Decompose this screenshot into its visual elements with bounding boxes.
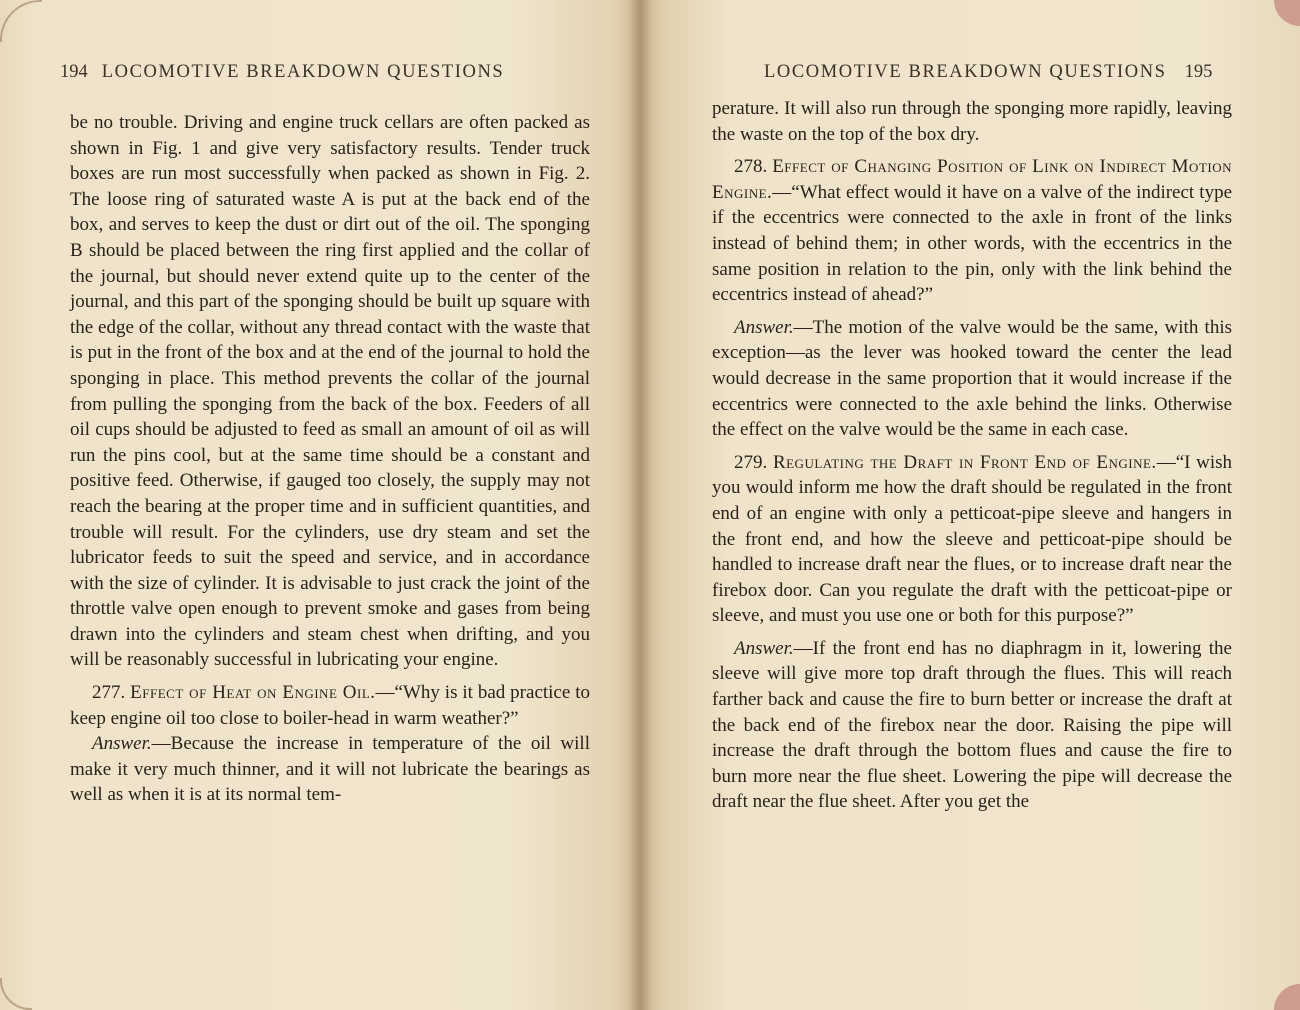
right-running-head: [764, 62, 1212, 83]
book-gutter: [628, 0, 652, 1010]
answer-277-text: —Because the increase in temperature of the oil will make it very much thinner, and it will not lubricate the bearings as well as when it is at its normal tem-: [70, 733, 590, 806]
question-277-heading: Effect of Heat on Engine Oil.: [130, 682, 376, 704]
right-page: [640, 0, 1300, 1010]
left-page: [0, 0, 640, 1010]
question-278-text: —“What effect would it have on a valve of the indirect type if the eccentrics were connected to the axle in front of the links instead of behind them; in other words, with the eccentrics in the same position in relation to the pin, only with the link behind the eccentrics instead of ahead?”: [712, 181, 1232, 306]
answer-279-text: —If the front end has no diaphragm in it, lowering the sleeve will give more top draft through the flues. This will reach farther back and cause the fire to burn better or increase the draft at the back end of the firebox near the door. Raising the pipe will increase the draft through the bottom flues and cause the fire to burn more near the flue sheet. Lowering the pipe will decrease the draft near the flue sheet. After you get the: [712, 637, 1232, 813]
left-running-title: LOCOMOTIVE BREAKDOWN QUESTIONS: [101, 62, 505, 82]
answer-278: [712, 315, 1232, 443]
question-279-heading: Regulating the Draft in Front End of Engine.: [772, 451, 1157, 473]
answer-279-label: Answer.: [734, 637, 794, 659]
answer-277-label: Answer.: [92, 733, 152, 755]
answer-278-text: —The motion of the valve would be the same, with this exception—as the lever was hooked toward the center the lead would decrease in the same proportion that it would increase if the eccentrics were connected to the axle behind the links. Otherwise the effect on the valve would be the same in each case.: [712, 316, 1232, 441]
left-page-number: 194: [60, 62, 88, 82]
left-body-text: [70, 110, 590, 808]
question-279: [712, 450, 1232, 629]
right-page-number: 195: [1184, 62, 1213, 82]
answer-278-label: Answer.: [734, 316, 794, 338]
answer-277: [70, 731, 590, 808]
answer-279: [712, 636, 1232, 815]
question-278-heading: Effect of Changing Position of Link on Indirect Motion Engine.: [712, 156, 1232, 203]
right-running-title: LOCOMOTIVE BREAKDOWN QUESTIONS: [764, 62, 1167, 82]
question-277: [70, 680, 590, 731]
question-278-number: 278.: [734, 156, 768, 178]
left-paragraph-1: be no trouble. Driving and engine truck cellars are often packed as shown in Fig. 1 and give very satisfactory results. Tender truck boxes are run most successfully when packed as shown in Fig. 2. The loose ring of saturated waste A is put at the back end of the box, and serves to keep the dust or dirt out of the oil. The sponging B should be placed between the ring first applied and the collar of the journal, but should never extend quite up to the center of the journal, and this part of the sponging should be built up square with the edge of the collar, without any thread contact with the waste that is put in the front of the box and at the end of the journal to hold the sponging in place. This method prevents the collar of the journal from pulling the sponging from the back of the box. Feeders of all oil cups should be adjusted to feed as small an amount of oil as will run the pins cool, but at the same time should be a constant and positive feed. Otherwise, if gauged too closely, the supply may not reach the bearing at the proper time and in sufficient quantities, and trouble will result. For the cylinders, use dry steam and set the lubricator feeds to suit the speed and service, and in accordance with the size of cylinder. It is advisable to just crack the joint of the throttle valve open enough to prevent smoke and gases from being drawn into the cylinders and steam chest when drifting, and you will be reasonably successful in lubricating your engine.: [70, 112, 590, 671]
right-paragraph-1: perature. It will also run through the sponging more rapidly, leaving the waste on the top of the box dry.: [712, 98, 1232, 145]
right-body-text: [712, 96, 1232, 815]
question-279-text: —“I wish you would inform me how the draft should be regulated in the front end of an engine with only a petticoat-pipe sleeve and hangers in the front end, and how the sleeve and petticoat-pipe should be handled to increase draft near the flues, or to increase draft near the firebox door. Can you regulate the draft with the petticoat-pipe or sleeve, and must you use one or both for this purpose?”: [712, 451, 1233, 627]
left-running-head: [60, 62, 504, 83]
question-277-number: 277.: [92, 682, 126, 704]
question-277-text: —“Why is it bad practice to keep engine oil too close to boiler-head in warm weather?”: [70, 682, 590, 729]
question-279-number: 279.: [734, 451, 768, 473]
question-278: [712, 154, 1232, 308]
